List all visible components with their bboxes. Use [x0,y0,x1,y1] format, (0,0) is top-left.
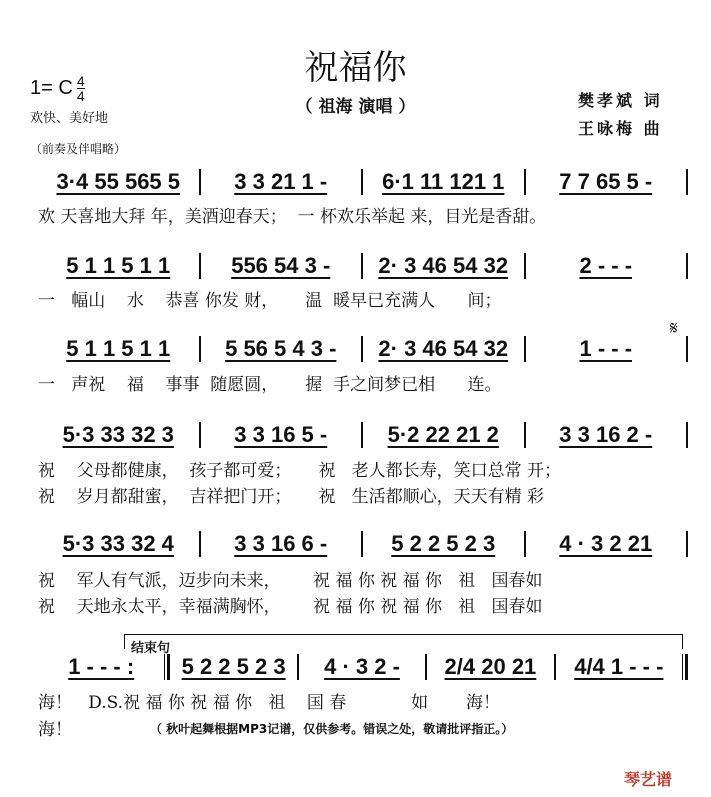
measure [38,422,199,448]
measure-notes: 4/4 1 - - - [574,654,664,679]
composer: 王咏梅 曲 [578,119,663,138]
key-signature [30,74,85,103]
measure-notes: 5 1 1 5 1 1 [66,253,171,278]
measure [427,654,553,680]
singer: （ 祖海 演唱 ） [295,97,416,117]
watermark-logo: 琴艺谱 [624,770,673,789]
measure [299,654,425,680]
measure-notes: 3 3 21 1 - [234,169,328,194]
measure-notes: 3·4 55 565 5 [56,169,181,194]
lyric-line: 海！ D.S.祝 福 你 祝 福 你 祖 国 春 如 海！ [38,693,501,713]
lyric-line: 祝 父母都健康， 孩子都可爱； 祝 老人都长寿，笑口总常 开； [38,461,562,481]
measure [201,422,362,448]
measure [170,654,296,680]
segno-icon: 𝄋 [670,318,678,339]
barline [686,422,688,448]
ending-label: 结束句 [131,641,171,656]
measure-notes: 5 56 5 4 3 - [225,336,337,361]
lyric-line: 一 声祝 福 事事 随愿圆， 握 手之间梦已相 连。 [38,375,502,395]
lyric-line: 海！ [38,720,72,740]
ending-bracket [124,634,683,649]
lyric-line: 祝 军人有气派，迈步向未来， 祝 福 你 祝 福 你 祖 国春如 [38,571,543,591]
measure [526,169,687,195]
measure-notes: 5 2 2 5 2 3 [181,654,286,679]
measure [526,253,687,279]
lyric-line: 欢 天喜地大拜 年，美酒迎春天； 一 杯欢乐举起 来，目光是香甜。 [38,207,547,227]
measure-notes: 5 2 2 5 2 3 [391,531,496,556]
time-sig-top: 4 [76,73,85,89]
measure [526,531,687,557]
measure-notes: 2· 3 46 54 32 [378,253,509,278]
measure [38,531,199,557]
notation-row [38,249,688,279]
measure-notes: 1 - - - [579,336,633,361]
measure-notes: 556 54 3 - [231,253,331,278]
measure [556,654,682,680]
measure [363,531,524,557]
measure-notes: 5·2 22 21 2 [387,422,499,447]
measure-notes: 5·3 33 32 4 [62,531,174,556]
time-sig-bottom: 4 [76,88,85,104]
measure-notes: 7 7 65 5 - [559,169,653,194]
intro-note: （前奏及伴唱略） [30,142,127,156]
measure [526,422,687,448]
measure [38,336,199,362]
measure [38,654,164,680]
measure [526,336,687,362]
measure-notes: 4 · 3 2 21 [559,531,653,556]
measure-notes: 3 3 16 6 - [234,531,328,556]
lyricist: 樊孝斌 词 [578,91,663,110]
measure [201,336,362,362]
lyric-line: 祝 天地永太平，幸福满胸怀， 祝 福 你 祝 福 你 祖 国春如 [38,597,543,617]
barline [686,531,688,557]
measure [38,253,199,279]
measure-notes: 4 · 3 2 - [324,654,400,679]
measure-notes: 5·3 33 32 3 [62,422,174,447]
barline [686,253,688,279]
measure-notes: 5 1 1 5 1 1 [66,336,171,361]
lyric-line: 一 幅山 水 恭喜 你发 财， 温 暖早已充满人 间； [38,291,502,311]
barline [686,336,688,362]
measure [363,253,524,279]
measure [201,169,362,195]
song-title: 祝福你 [304,48,407,88]
notation-row [38,418,688,448]
measure [38,169,199,195]
measure [201,531,362,557]
measure-notes: 2· 3 46 54 32 [378,336,509,361]
measure-notes: 6·1 11 121 1 [382,169,505,194]
measure-notes: 1 - - - : [68,654,135,679]
measure-notes: 3 3 16 5 - [234,422,328,447]
notation-row [38,527,688,557]
lyric-line: 祝 岁月都甜蜜， 吉祥把门开； 祝 生活都顺心，天天有精 彩 [38,487,545,507]
footnote: （ 秋叶起舞根据MP3记谱，仅供参考。错误之处，敬请批评指正。） [150,722,514,736]
barline [682,654,688,680]
measure-notes: 2 - - - [579,253,633,278]
time-signature [77,74,85,103]
notation-row [38,332,688,362]
tempo-marking: 欢快、美好地 [30,111,109,126]
measure-notes: 3 3 16 2 - [559,422,653,447]
barline [686,169,688,195]
notation-row [38,165,688,195]
measure [363,336,524,362]
measure [363,169,524,195]
measure-notes: 2/4 20 21 [444,654,537,679]
measure [363,422,524,448]
measure [201,253,362,279]
key: 1= C [30,76,73,99]
